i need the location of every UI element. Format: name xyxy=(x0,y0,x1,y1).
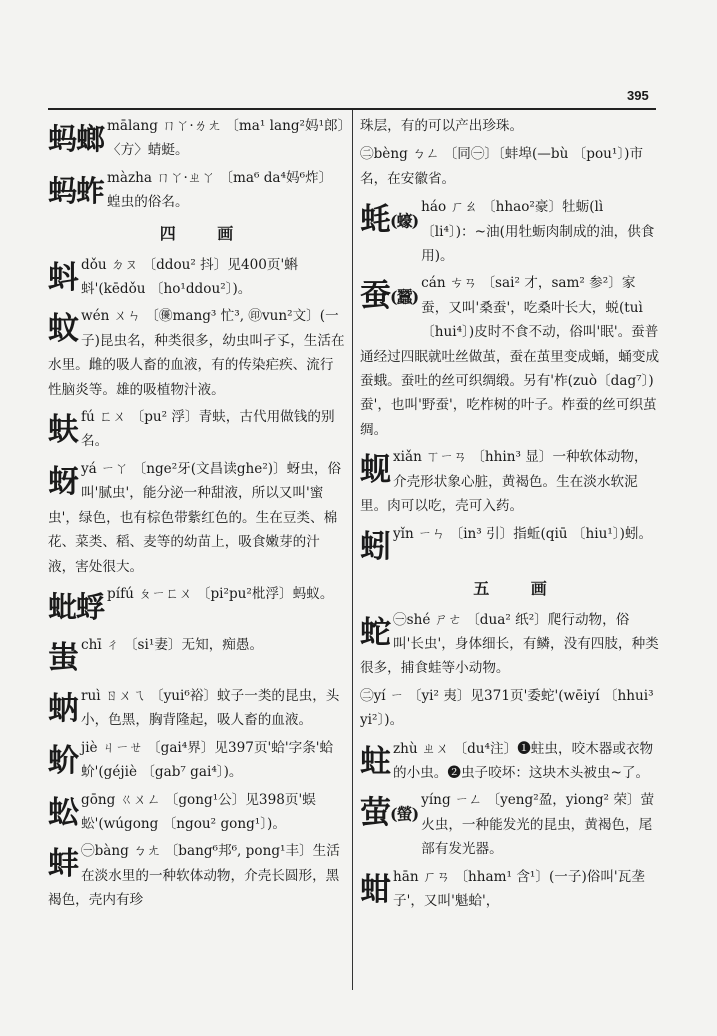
right-column xyxy=(360,114,660,916)
page-number: 395 xyxy=(627,88,649,103)
entry xyxy=(48,166,345,215)
entry-subsense xyxy=(360,684,660,733)
headword: 蚜 xyxy=(48,463,78,500)
entry-text: cán ㄘㄢ 〔sai² 才，sam² 参²〕家蚕，又叫'桑蚕'，吃桑叶长大，蜕(tuì 〔hui⁴〕)皮时不食不动，俗叫'眠'。蚕普通经过四眠就吐丝做茧，蚕在茧里变成蛹，蛹变成蚕蛾。蚕吐的丝可织绸缎。另有'柞(zuò〔dag⁷〕)蚕'，也叫'野蚕'，吃柞树的叶子。柞蚕的丝可织茧绸。 xyxy=(360,275,660,438)
entry-text: zhù ㄓㄨ 〔du⁴注〕❶蛀虫，咬木器或衣物的小虫。❷虫子咬坏：这块木头被虫~了。 xyxy=(393,740,654,781)
entry-text: ㊀shé ㄕㄜ 〔dua² 纸²〕爬行动物，俗叫'长虫'，身体细长，有鳞，没有四肢，种类很多，捕食蛙等小动物。 xyxy=(360,611,659,677)
headword: 蚬 xyxy=(360,452,390,489)
headword: 蚋 xyxy=(48,690,78,727)
entry-text: ㊁bèng ㄅㄥ 〔同㊀〕〔蚌埠(—bù 〔pou¹〕)市名，在安徽省。 xyxy=(360,146,644,187)
headword: 蚂蚱 xyxy=(48,173,105,208)
headword: 蚧 xyxy=(48,742,78,779)
entry-text: xiǎn ㄒㄧㄢ 〔hhin³ 显〕一种软体动物，介壳形状象心脏，黄褐色。生在淡水软泥里。肉可以吃，壳可入药。 xyxy=(360,449,648,515)
entry xyxy=(48,684,345,733)
entry xyxy=(48,633,345,681)
entry-text: 珠层，有的可以产出珍珠。 xyxy=(360,118,524,134)
entry-text: gōng ㄍㄨㄥ 〔gong¹公〕见398页'蜈蚣'(wúgong 〔ngou² gong¹〕)。 xyxy=(81,791,316,832)
section-heading: 五 画 xyxy=(473,578,565,598)
entry-text: yíng ㄧㄥ 〔yeng²盈，yiong² 荣〕萤火虫，一种能发光的昆虫，黄褐色，尾部有发光器。 xyxy=(421,792,655,858)
entry xyxy=(48,736,345,785)
section-heading: 四 画 xyxy=(159,223,252,243)
entry xyxy=(48,457,345,579)
headword-char: 蚕 xyxy=(360,278,390,315)
entry xyxy=(360,522,660,570)
entry-continuation xyxy=(360,114,660,138)
headword-variant: (蠶) xyxy=(390,287,419,307)
entry-text: jiè ㄐㄧㄝ 〔gai⁴界〕见397页'蛤'字条'蛤蚧'(géjiè 〔gab⁷ gai⁴〕)。 xyxy=(81,739,334,781)
headword: 蚂螂 xyxy=(48,122,105,156)
entry-text: ㊀bàng ㄅㄤ 〔bang⁶邦⁶, pong¹丰〕生活在淡水里的一种软体动物，介壳长圆形，黑褐色，壳内有珍 xyxy=(48,843,340,909)
entry xyxy=(48,114,345,163)
headword: 蛀 xyxy=(360,743,390,780)
column-divider xyxy=(352,110,353,990)
headword: 蚣 xyxy=(48,794,78,831)
entry-text: màzha ㄇㄚ·ㄓㄚ 〔ma⁶ da⁴妈⁶炸〕蝗虫的俗名。 xyxy=(107,169,333,211)
entry xyxy=(360,865,660,914)
entry xyxy=(360,737,660,786)
entry xyxy=(48,304,345,402)
headword xyxy=(360,195,418,247)
entry-text: yá ㄧㄚ 〔nge²牙(文昌读ghe²)〕蚜虫，俗叫'腻虫'，能分泌一种甜液，所以又叫'蜜虫'，绿色，也有棕色带紫红色的。生在豆类、棉花、菜类、稻、麦等的幼苗上，吸食嫩芽的汁液，害处很大。 xyxy=(48,460,342,575)
left-column xyxy=(48,114,345,916)
entry-text: chī ㄔ 〔si¹妻〕无知，痴愚。 xyxy=(81,636,264,653)
headword xyxy=(360,788,418,840)
entry xyxy=(48,253,345,302)
entry-text: háo ㄏㄠ 〔hhao²豪〕牡蛎(lì 〔li⁴〕)：~油(用牡蛎肉制成的油，供食用)。 xyxy=(421,199,655,265)
entry-text: mālang ㄇㄚ·ㄌㄤ 〔ma¹ lang²妈¹郎〕〈方〉蜻蜓。 xyxy=(107,118,345,159)
entry xyxy=(48,839,345,912)
entry xyxy=(360,445,660,518)
entry-text: fú ㄈㄨ 〔pu² 浮〕青蚨，古代用做钱的别名。 xyxy=(81,409,335,450)
entry-text: ㊁yí ㄧ 〔yi² 夷〕见371页'委蛇'(wēiyí 〔hhui³ yi²〕)。 xyxy=(360,687,654,729)
headword: 蚨 xyxy=(48,412,78,449)
entry-text: dǒu ㄉㄡ 〔ddou² 抖〕见400页'蝌蚪'(kēdǒu 〔ho¹ddou²〕)。 xyxy=(81,256,298,298)
entry xyxy=(48,582,345,630)
headword: 蚶 xyxy=(360,871,390,908)
entry-text: hān ㄏㄢ 〔hham¹ 含¹〕(一子)俗叫'瓦垄子'，又叫'魁蛤'， xyxy=(393,868,645,909)
entry-text: yǐn ㄧㄣ 〔in³ 引〕指蚯(qiū 〔hiu¹〕)蚓。 xyxy=(393,525,653,542)
entry xyxy=(48,788,345,837)
entry xyxy=(360,788,660,861)
headword-char: 蚝 xyxy=(360,202,390,239)
headword xyxy=(360,271,418,323)
headword: 蚌 xyxy=(48,846,78,883)
entry xyxy=(48,405,345,454)
entry-text: pífú ㄆㄧㄈㄨ 〔pi²pu²枇浮〕蚂蚁。 xyxy=(107,585,334,602)
headword: 蚪 xyxy=(48,259,78,296)
headword: 蚊 xyxy=(48,311,78,348)
headword: 蚍蜉 xyxy=(48,589,105,624)
entry-subsense xyxy=(360,142,660,191)
headword-variant: (螢) xyxy=(390,804,419,824)
entry xyxy=(360,195,660,268)
headword-char: 萤 xyxy=(360,795,390,832)
entry-text: ruì ㄖㄨㄟ 〔yui⁶裕〕蚊子一类的昆虫，头小，色黑，胸背隆起，吸人畜的血液。 xyxy=(81,687,340,729)
entry xyxy=(360,608,660,681)
entry xyxy=(360,271,660,442)
headword: 蚩 xyxy=(48,639,78,676)
headword: 蛇 xyxy=(360,614,390,651)
entry-text: wén ㄨㄣ 〔㊝mang³ 忙³, ㊞vun²文〕(一子)昆虫名，种类很多，幼虫叫孑孓，生活在水里。雌的吸人畜的血液，有的传染疟疾、流行性脑炎等。雄的吸植物汁液。 xyxy=(48,308,345,398)
headword-variant: (蠔) xyxy=(390,211,419,231)
headword: 蚓 xyxy=(360,528,390,565)
